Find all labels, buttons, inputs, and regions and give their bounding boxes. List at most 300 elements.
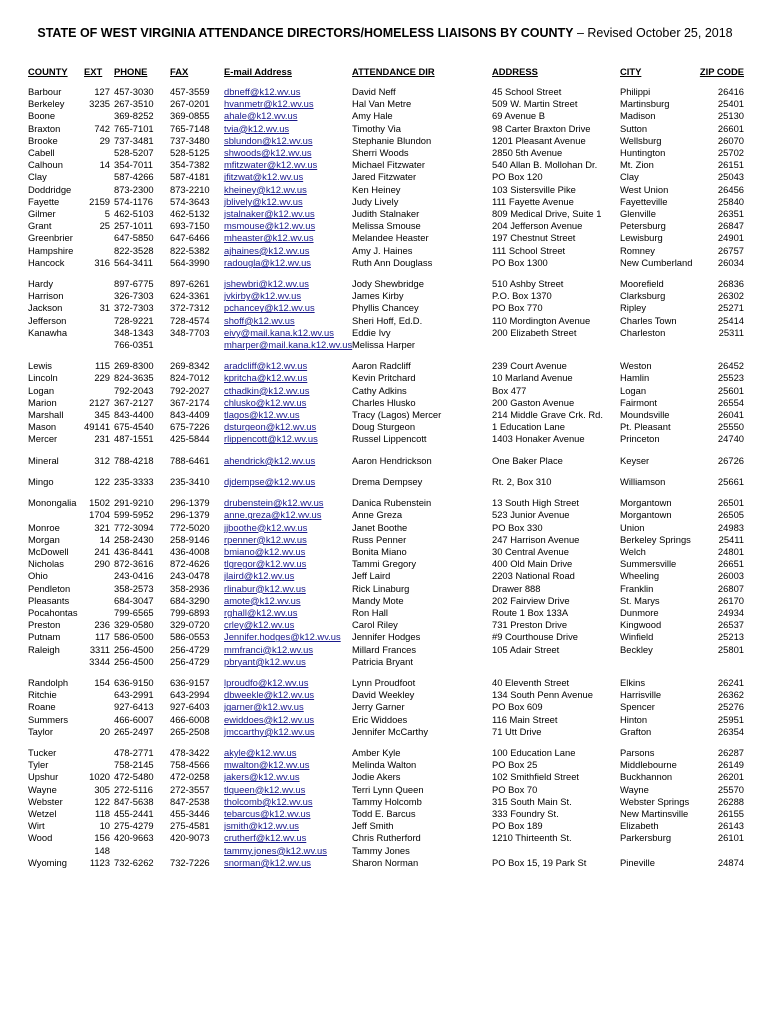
attendance-dir-cell: Jodie Akers [352,771,401,783]
city-cell: Charleston [620,326,666,338]
city-cell: Philippi [620,86,651,97]
phone-cell: 528-5207 [114,147,154,159]
table-row [26,171,746,183]
ext-cell: 118 [95,807,110,819]
email-cell[interactable]: jakers@k12.wv.us [224,771,300,783]
ext-cell: 117 [95,631,110,643]
city-cell [618,656,694,668]
fax-cell: 758-4566 [170,759,210,771]
address-cell: Box 477 [492,384,527,396]
email-cell[interactable]: mwalton@k12.wv.us [224,759,310,771]
email-cell[interactable]: dbneff@k12.wv.us [224,86,301,97]
phone-cell: 799-6565 [114,606,154,618]
attendance-dir-cell: Eric Widdoes [352,713,408,725]
fax-cell: 737-3480 [170,134,210,146]
phone-cell [112,845,168,857]
zip-cell: 26456 [717,183,744,195]
phone-cell: 897-6775 [114,278,154,290]
fax-cell: 466-6008 [170,713,210,725]
attendance-dir-cell: Doug Sturgeon [352,421,416,433]
address-cell: 247 Harrison Avenue [492,533,580,545]
attendance-dir-cell: Hal Van Metre [352,98,412,110]
email-cell[interactable]: sblundon@k12.wv.us [224,134,313,146]
table-row [26,98,746,110]
table-row [26,522,746,534]
email-cell[interactable]: jlaird@k12.wv.us [224,570,295,582]
ext-cell: 236 [94,619,110,631]
city-cell: Wellsburg [620,134,662,146]
ext-cell: 156 [94,832,110,844]
email-cell[interactable]: tlgregor@k12.wv.us [224,558,307,570]
email-cell[interactable]: tvia@k12.wv.us [224,122,290,134]
address-cell: 204 Jefferson Avenue [492,220,583,232]
email-cell[interactable]: lproudfo@k12.wv.us [224,676,309,688]
fax-cell: 267-0201 [170,98,210,110]
city-cell: Keyser [620,454,650,466]
attendance-dir-cell: Melissa Smouse [352,220,421,232]
county-cell: Mineral [28,454,59,466]
county-cell: Mercer [28,433,58,445]
phone-cell: 275-4279 [114,820,154,832]
zip-cell: 26143 [717,820,744,832]
county-cell: Clay [28,171,47,183]
email-cell[interactable]: jvkirby@k12.wv.us [224,290,302,302]
zip-cell: 25311 [718,326,744,338]
attendance-dir-cell: Janet Boothe [352,521,408,533]
email-cell[interactable]: jshewbri@k12.wv.us [224,278,309,290]
email-cell[interactable]: cthadkin@k12.wv.us [224,384,310,396]
title-main: STATE OF WEST VIRGINIA ATTENDANCE DIRECTORS/HOMELESS LIAISONS BY COUNTY [37,26,574,40]
column-header-fax: FAX [170,66,189,77]
attendance-dir-cell: Michael Fitzwater [352,159,425,171]
attendance-dir-cell: Terri Lynn Queen [352,783,424,795]
address-cell: 2850 5th Avenue [492,147,563,159]
email-cell[interactable]: ajhaines@k12.wv.us [224,244,310,256]
table-row [26,656,746,668]
ext-cell [82,232,112,244]
zip-cell: 26302 [717,290,744,302]
ext-cell [82,327,112,339]
city-cell: Madison [620,110,656,122]
phone-cell: 256-4500 [114,643,154,655]
email-cell[interactable]: jfitzwat@k12.wv.us [224,171,304,183]
email-cell[interactable]: jstalnaker@k12.wv.us [224,208,315,220]
email-cell[interactable]: mfitzwater@k12.wv.us [224,159,318,171]
fax-cell: 872-4626 [170,558,210,570]
ext-cell [82,385,112,397]
address-cell: 111 Fayette Avenue [492,195,574,207]
table-row [26,857,746,869]
attendance-dir-cell: Millard Frances [352,643,417,655]
table-row [26,631,746,643]
phone-cell: 420-9663 [114,832,154,844]
email-cell[interactable]: jmccarthy@k12.wv.us [224,725,315,737]
attendance-dir-cell: Danica Rubenstein [352,497,432,509]
ext-cell: 305 [94,783,110,795]
email-cell[interactable]: jgarner@k12.wv.us [224,701,304,713]
email-cell[interactable]: ewiddoes@k12.wv.us [224,713,315,725]
phone-cell: 487-1551 [114,433,154,445]
email-cell[interactable]: jblively@k12.wv.us [224,195,303,207]
address-cell: 1210 Thirteenth St. [492,832,572,844]
city-cell: Kingwood [620,619,662,631]
table-row [26,123,746,135]
attendance-dir-cell: David Neff [352,86,396,97]
table-row [26,509,746,521]
email-cell[interactable]: amote@k12.wv.us [224,594,301,606]
email-cell[interactable]: pchancey@k12.wv.us [224,302,315,314]
fax-cell: 235-3410 [170,475,210,487]
email-cell[interactable]: crutherf@k12.wv.us [224,832,307,844]
email-cell[interactable]: tholcomb@k12.wv.us [224,795,313,807]
zip-cell: 26034 [717,256,744,268]
attendance-dir-cell: Stephanie Blundon [352,134,432,146]
fax-cell: 636-9157 [170,676,210,688]
spacer-cell [26,488,746,497]
table-row [26,607,746,619]
address-cell: PO Box 1300 [492,256,548,268]
phone-cell: 732-6262 [114,856,154,868]
spacer-cell [26,446,746,455]
city-cell: West Union [620,183,669,195]
attendance-dir-cell: Jeff Smith [352,820,394,832]
zip-cell: 26452 [717,360,744,372]
table-row [26,339,746,351]
zip-cell: 25276 [717,701,744,713]
attendance-dir-cell: Tammy Jones [352,844,410,856]
county-cell: Jackson [28,302,63,314]
county-cell: Lewis [28,360,52,372]
attendance-dir-cell: Ruth Ann Douglass [352,256,433,268]
ext-cell: 231 [94,433,110,445]
email-cell[interactable]: tammy.jones@k12.wv.us [224,844,327,856]
email-cell[interactable]: tlqueen@k12.wv.us [224,783,306,795]
attendance-dir-cell: Jeff Laird [352,570,391,582]
phone-cell: 872-3616 [114,558,154,570]
city-cell: Welch [620,545,646,557]
table-row [26,135,746,147]
address-cell: 110 Mordington Avenue [492,314,591,326]
zip-cell [694,339,746,351]
address-cell: PO Box 15, 19 Park St [492,856,587,868]
county-cell: Pleasants [28,594,70,606]
county-cell [26,509,82,521]
zip-cell: 24874 [717,856,744,868]
table-row [26,372,746,384]
city-cell: Morgantown [620,509,672,521]
ext-cell [82,245,112,257]
fax-cell: 275-4581 [170,820,210,832]
email-cell[interactable]: mheaster@k12.wv.us [224,232,314,244]
county-cell: Raleigh [28,643,60,655]
address-cell: P.O. Box 1370 [492,290,552,302]
attendance-dir-cell: Amy J. Haines [352,244,413,256]
zip-cell: 25414 [717,314,744,326]
address-cell: 239 Court Avenue [492,360,567,372]
column-header-city: CITY [620,66,642,77]
email-cell[interactable]: Jennifer.hodges@k12.wv.us [224,631,341,643]
phone-cell: 792-2043 [114,384,154,396]
county-cell [26,845,82,857]
address-cell: 731 Preston Drive [492,619,568,631]
address-cell: 134 South Penn Avenue [492,689,593,701]
fax-cell: 272-3557 [170,783,210,795]
fax-cell: 824-7012 [170,372,210,384]
zip-cell: 26201 [717,771,744,783]
address-cell: 45 School Street [492,86,562,97]
attendance-dir-cell: Melandee Heaster [352,232,429,244]
ext-cell [82,147,112,159]
table-row [26,497,746,509]
email-cell[interactable]: ahale@k12.wv.us [224,110,298,122]
email-cell[interactable]: mharper@mail.kana.k12.wv.us [224,339,353,351]
phone-cell: 367-2127 [114,396,154,408]
phone-cell: 466-6007 [114,713,154,725]
ext-cell [82,689,112,701]
city-cell: Petersburg [620,220,666,232]
zip-cell: 26155 [717,807,744,819]
email-cell[interactable]: shoff@k12.wv.us [224,314,295,326]
ext-cell: 742 [94,122,110,134]
zip-cell: 25213 [717,631,744,643]
phone-cell: 788-4218 [114,454,154,466]
column-header-attendance-dir: ATTENDANCE DIR [352,66,435,77]
email-cell[interactable]: crley@k12.wv.us [224,619,295,631]
email-cell[interactable]: chlusko@k12.wv.us [224,396,307,408]
zip-cell: 26041 [717,409,744,421]
address-cell: Drawer 888 [492,582,541,594]
address-cell: PO Box 70 [492,783,538,795]
table-row [26,421,746,433]
email-cell[interactable]: rlinabur@k12.wv.us [224,582,306,594]
group-spacer [26,488,746,497]
county-cell: Hancock [28,256,65,268]
email-cell[interactable]: rlippencott@k12.wv.us [224,433,318,445]
attendance-dir-cell: Jennifer McCarthy [352,725,429,737]
email-cell[interactable]: kheiney@k12.wv.us [224,183,307,195]
email-cell[interactable]: bmiano@k12.wv.us [224,545,306,557]
email-cell[interactable]: dsturgeon@k12.wv.us [224,421,317,433]
ext-cell [82,110,112,122]
county-cell: Doddridge [28,183,72,195]
city-cell: Lewisburg [620,232,663,244]
table-row [26,832,746,844]
phone-cell: 647-5850 [114,232,154,244]
city-cell: Spencer [620,701,655,713]
email-cell[interactable]: hvanmetr@k12.wv.us [224,98,314,110]
zip-cell: 25271 [717,302,744,314]
zip-cell: 26362 [717,689,744,701]
email-cell[interactable]: ahendrick@k12.wv.us [224,454,316,466]
email-cell[interactable]: jjboothe@k12.wv.us [224,521,308,533]
city-cell: Princeton [620,433,660,445]
address-cell: 13 South High Street [492,497,580,509]
attendance-dir-cell: Melinda Walton [352,759,417,771]
table-row [26,784,746,796]
city-cell: Grafton [620,725,652,737]
fax-cell: 354-7382 [170,159,210,171]
table-row [26,455,746,467]
email-cell[interactable]: jsmith@k12.wv.us [224,820,299,832]
city-cell: Logan [620,384,647,396]
address-cell: 40 Eleventh Street [492,676,570,688]
email-cell[interactable]: mmfranci@k12.wv.us [224,643,314,655]
fax-cell: 772-5020 [170,521,210,533]
email-cell[interactable]: tebarcus@k12.wv.us [224,807,311,819]
column-header-zip: ZIP CODE [699,66,744,77]
zip-cell: 25130 [717,110,744,122]
address-cell: 98 Carter Braxton Drive [492,122,591,134]
email-cell[interactable]: djdempse@k12.wv.us [224,475,316,487]
county-cell: Putnam [28,631,61,643]
table-row [26,595,746,607]
ext-cell [82,595,112,607]
ext-cell [82,759,112,771]
zip-cell: 25043 [717,171,744,183]
city-cell: Beckley [620,643,653,655]
zip-cell: 26554 [717,396,744,408]
zip-cell: 26351 [717,208,744,220]
attendance-dir-cell: Rick Linaburg [352,582,410,594]
ext-cell: 29 [99,134,110,146]
column-header-county: COUNTY [28,66,68,77]
county-cell: Grant [28,220,52,232]
county-cell: Logan [28,384,55,396]
county-cell: Taylor [28,725,54,737]
table-row [26,619,746,631]
email-cell[interactable]: drubenstein@k12.wv.us [224,497,324,509]
email-cell[interactable]: msmouse@k12.wv.us [224,220,316,232]
ext-cell: 345 [94,409,110,421]
email-cell[interactable]: tlagos@k12.wv.us [224,409,300,421]
zip-cell: 26288 [717,795,744,807]
fax-cell: 587-4181 [170,171,210,183]
ext-cell: 14 [99,159,110,171]
email-cell[interactable]: radougla@k12.wv.us [224,256,311,268]
city-cell: St. Marys [620,594,660,606]
spacer-cell [26,467,746,476]
fax-cell: 732-7226 [170,856,210,868]
table-row [26,327,746,339]
fax-cell: 265-2508 [170,725,210,737]
header-row [26,66,746,86]
email-cell[interactable]: akyle@k12.wv.us [224,746,297,758]
table-row [26,290,746,302]
email-cell[interactable]: anne.greza@k12.wv.us [224,509,322,521]
county-cell: Monongalia [28,497,77,509]
address-cell: 809 Medical Drive, Suite 1 [492,208,602,220]
email-cell[interactable]: dbweekle@k12.wv.us [224,689,315,701]
city-cell: Pt. Pleasant [620,421,671,433]
table-row [26,208,746,220]
attendance-dir-cell: Melissa Harper [352,339,416,351]
city-cell: Mt. Zion [620,159,654,171]
address-cell: 30 Central Avenue [492,545,569,557]
email-cell[interactable]: aradcliff@k12.wv.us [224,360,308,372]
fax-cell: 358-2936 [170,582,210,594]
zip-cell: 26170 [717,594,744,606]
email-cell[interactable]: shwoods@k12.wv.us [224,147,312,159]
spacer-cell [26,668,746,677]
city-cell: Winfield [620,631,654,643]
fax-cell: 647-6466 [170,232,210,244]
email-cell[interactable]: pbryant@k12.wv.us [224,655,306,667]
city-cell: Fayetteville [620,195,668,207]
zip-cell: 25570 [717,783,744,795]
table-row [26,845,746,857]
ext-cell: 229 [94,372,110,384]
attendance-dir-cell: Bonita Miano [352,545,407,557]
address-cell: 1403 Honaker Avenue [492,433,585,445]
county-cell: Wyoming [28,856,67,868]
email-cell[interactable]: rpenner@k12.wv.us [224,533,307,545]
fax-cell: 457-3559 [170,86,210,97]
address-cell: 523 Junior Avenue [492,509,570,521]
county-cell: Pendleton [28,582,71,594]
city-cell: Huntington [620,147,666,159]
address-cell: PO Box 609 [492,701,543,713]
email-cell[interactable]: rghall@k12.wv.us [224,606,298,618]
attendance-dir-cell: Amy Hale [352,110,393,122]
address-cell: Route 1 Box 133A [492,606,569,618]
fax-cell: 675-7226 [170,421,210,433]
email-cell[interactable]: eivy@mail.kana.k12.wv.us [224,326,334,338]
attendance-dir-cell: Ron Hall [352,606,388,618]
phone-cell: 257-1011 [114,220,153,232]
attendance-dir-cell: Jennifer Hodges [352,631,421,643]
spacer-cell [26,269,746,278]
phone-cell: 587-4266 [114,171,154,183]
ext-cell: 148 [94,844,110,856]
zip-cell: 26241 [717,676,744,688]
table-row [26,385,746,397]
county-cell: Braxton [28,122,61,134]
phone-cell: 574-1176 [114,195,153,207]
city-cell: Buckhannon [620,771,673,783]
attendance-dir-cell: David Weekley [352,689,415,701]
attendance-dir-cell: Tammi Gregory [352,558,417,570]
address-cell: 202 Fairview Drive [492,594,570,606]
table-row [26,689,746,701]
email-cell[interactable]: snorman@k12.wv.us [224,856,311,868]
phone-cell: 728-9221 [114,314,154,326]
county-cell: Preston [28,619,61,631]
fax-cell: 693-7150 [170,220,210,232]
zip-cell: 26807 [717,582,744,594]
address-cell: 214 Middle Grave Crk. Rd. [492,409,603,421]
fax-cell: 799-6893 [170,606,210,618]
fax-cell: 243-0478 [170,570,210,582]
fax-cell: 847-2538 [170,795,210,807]
attendance-dir-cell: Chris Rutherford [352,832,421,844]
phone-cell: 564-3411 [114,256,153,268]
address-cell [490,656,618,668]
phone-cell: 758-2145 [114,759,154,771]
address-cell: PO Box 770 [492,302,543,314]
ext-cell: 1020 [89,771,110,783]
fax-cell: 296-1379 [170,497,210,509]
phone-cell: 372-7303 [114,302,154,314]
email-cell[interactable]: kpritcha@k12.wv.us [224,372,308,384]
city-cell: Middlebourne [620,759,677,771]
county-cell: Ritchie [28,689,57,701]
table-row [26,747,746,759]
county-cell: Ohio [28,570,48,582]
phone-cell: 436-8441 [114,545,154,557]
city-cell: Webster Springs [620,795,690,807]
phone-cell: 256-4500 [114,655,154,667]
table-row [26,86,746,98]
